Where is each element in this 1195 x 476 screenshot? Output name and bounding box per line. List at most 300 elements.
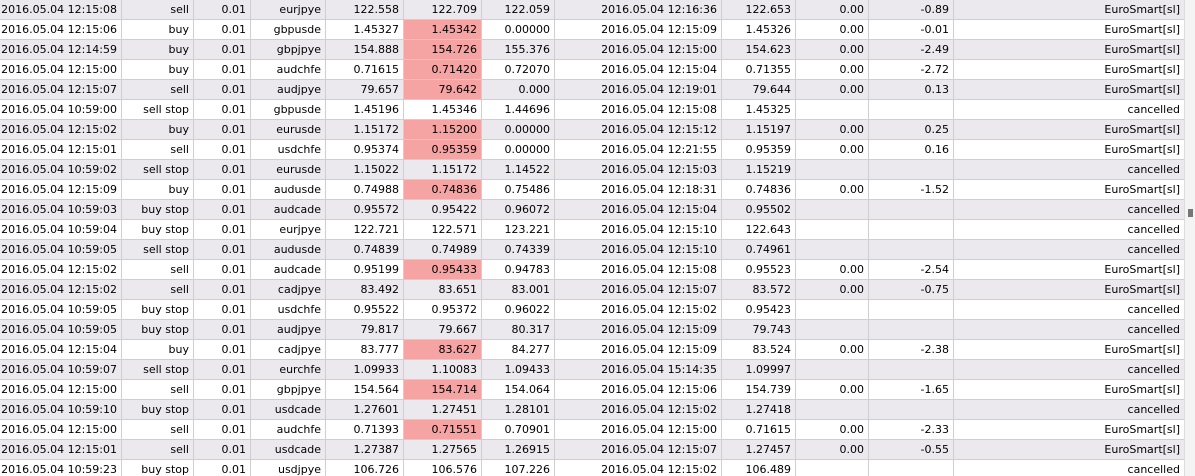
cell-close-time: 2016.05.04 12:21:55 (555, 140, 722, 160)
cell-stop-loss: 83.651 (404, 280, 482, 300)
cell-volume: 0.01 (194, 300, 251, 320)
cell-type: sell (122, 140, 194, 160)
cell-symbol: eurchfe (251, 360, 326, 380)
cell-comment: EuroSmart[sl] (954, 420, 1185, 440)
cell-open-price: 0.95374 (326, 140, 404, 160)
cell-comment: EuroSmart[sl] (954, 180, 1185, 200)
table-row[interactable] (0, 20, 1195, 40)
table-row[interactable] (0, 420, 1195, 440)
cell-profit: 0.16 (869, 140, 954, 160)
cell-open-time: 2016.05.04 10:59:23 (0, 460, 122, 476)
cell-profit (869, 240, 954, 260)
cell-open-time: 2016.05.04 10:59:03 (0, 200, 122, 220)
cell-close-price: 0.74961 (722, 240, 796, 260)
cell-symbol: usdchfe (251, 140, 326, 160)
table-row[interactable] (0, 340, 1195, 360)
cell-type: buy stop (122, 220, 194, 240)
cell-commission: 0.00 (796, 180, 869, 200)
cell-type: sell (122, 380, 194, 400)
cell-open-price: 0.74839 (326, 240, 404, 260)
table-row[interactable] (0, 300, 1195, 320)
table-row[interactable] (0, 400, 1195, 420)
cell-commission: 0.00 (796, 40, 869, 60)
cell-comment: EuroSmart[sl] (954, 340, 1185, 360)
cell-comment: cancelled (954, 300, 1185, 320)
cell-profit (869, 160, 954, 180)
cell-volume: 0.01 (194, 100, 251, 120)
cell-commission: 0.00 (796, 380, 869, 400)
cell-stop-loss: 0.71420 (404, 60, 482, 80)
cell-take-profit: 0.00000 (482, 20, 555, 40)
cell-close-time: 2016.05.04 12:15:08 (555, 100, 722, 120)
cell-volume: 0.01 (194, 400, 251, 420)
cell-close-time: 2016.05.04 12:15:02 (555, 300, 722, 320)
cell-open-time: 2016.05.04 12:15:01 (0, 440, 122, 460)
cell-comment: EuroSmart[sl] (954, 280, 1185, 300)
cell-type: buy stop (122, 400, 194, 420)
cell-type: sell (122, 80, 194, 100)
cell-volume: 0.01 (194, 140, 251, 160)
cell-profit: -0.55 (869, 440, 954, 460)
cell-volume: 0.01 (194, 80, 251, 100)
cell-stop-loss: 1.45342 (404, 20, 482, 40)
cell-open-price: 154.564 (326, 380, 404, 400)
table-row[interactable] (0, 280, 1195, 300)
cell-profit: -0.75 (869, 280, 954, 300)
cell-stop-loss: 1.27565 (404, 440, 482, 460)
cell-comment: EuroSmart[sl] (954, 0, 1185, 20)
cell-close-time: 2016.05.04 12:19:01 (555, 80, 722, 100)
cell-open-price: 1.27387 (326, 440, 404, 460)
cell-symbol: gbpusde (251, 20, 326, 40)
cell-open-price: 79.817 (326, 320, 404, 340)
cell-open-price: 83.777 (326, 340, 404, 360)
cell-symbol: usdcade (251, 400, 326, 420)
table-row[interactable] (0, 60, 1195, 80)
table-row[interactable] (0, 120, 1195, 140)
cell-profit: -1.52 (869, 180, 954, 200)
cell-close-time: 2016.05.04 12:15:10 (555, 240, 722, 260)
cell-symbol: gbpjpye (251, 40, 326, 60)
cell-close-time: 2016.05.04 12:15:09 (555, 340, 722, 360)
cell-symbol: eurusde (251, 160, 326, 180)
cell-open-price: 0.95199 (326, 260, 404, 280)
cell-volume: 0.01 (194, 360, 251, 380)
cell-stop-loss: 0.95422 (404, 200, 482, 220)
cell-close-time: 2016.05.04 12:15:03 (555, 160, 722, 180)
cell-close-time: 2016.05.04 12:15:07 (555, 440, 722, 460)
cell-open-price: 154.888 (326, 40, 404, 60)
cell-volume: 0.01 (194, 160, 251, 180)
cell-type: sell (122, 440, 194, 460)
cell-profit (869, 460, 954, 476)
cell-comment: cancelled (954, 320, 1185, 340)
cell-volume: 0.01 (194, 460, 251, 476)
cell-type: buy (122, 120, 194, 140)
cell-open-time: 2016.05.04 10:59:07 (0, 360, 122, 380)
cell-stop-loss: 122.571 (404, 220, 482, 240)
cell-commission: 0.00 (796, 60, 869, 80)
cell-close-price: 0.74836 (722, 180, 796, 200)
cell-profit (869, 220, 954, 240)
table-row[interactable] (0, 80, 1195, 100)
cell-close-price: 1.15197 (722, 120, 796, 140)
cell-stop-loss: 1.27451 (404, 400, 482, 420)
cell-comment: cancelled (954, 460, 1185, 476)
cell-open-time: 2016.05.04 10:59:05 (0, 240, 122, 260)
cell-stop-loss: 154.714 (404, 380, 482, 400)
cell-comment: EuroSmart[sl] (954, 260, 1185, 280)
cell-commission (796, 240, 869, 260)
table-row[interactable] (0, 140, 1195, 160)
cell-type: buy (122, 60, 194, 80)
cell-open-time: 2016.05.04 12:15:07 (0, 80, 122, 100)
cell-symbol: gbpusde (251, 100, 326, 120)
cell-open-time: 2016.05.04 10:59:05 (0, 320, 122, 340)
cell-symbol: usdcade (251, 440, 326, 460)
cell-symbol: usdjpye (251, 460, 326, 476)
cell-open-price: 0.95522 (326, 300, 404, 320)
cell-commission: 0.00 (796, 260, 869, 280)
cell-type: sell stop (122, 240, 194, 260)
cell-close-time: 2016.05.04 12:15:12 (555, 120, 722, 140)
cell-close-price: 0.95359 (722, 140, 796, 160)
cell-take-profit: 0.94783 (482, 260, 555, 280)
cell-profit: 0.25 (869, 120, 954, 140)
cell-open-time: 2016.05.04 12:15:06 (0, 20, 122, 40)
cell-stop-loss: 154.726 (404, 40, 482, 60)
cell-profit (869, 300, 954, 320)
cell-type: sell (122, 280, 194, 300)
cell-type: buy (122, 40, 194, 60)
cell-open-price: 0.71393 (326, 420, 404, 440)
cell-commission (796, 400, 869, 420)
cell-take-profit: 1.14522 (482, 160, 555, 180)
cell-take-profit: 0.00000 (482, 120, 555, 140)
cell-comment: EuroSmart[sl] (954, 60, 1185, 80)
cell-volume: 0.01 (194, 240, 251, 260)
cell-close-price: 83.524 (722, 340, 796, 360)
cell-comment: EuroSmart[sl] (954, 40, 1185, 60)
cell-close-price: 122.653 (722, 0, 796, 20)
cell-close-price: 1.15219 (722, 160, 796, 180)
cell-commission (796, 100, 869, 120)
cell-commission (796, 360, 869, 380)
cell-take-profit: 0.70901 (482, 420, 555, 440)
cell-open-price: 1.09933 (326, 360, 404, 380)
cell-take-profit: 155.376 (482, 40, 555, 60)
cell-take-profit: 0.00000 (482, 140, 555, 160)
cell-type: buy stop (122, 200, 194, 220)
cell-close-time: 2016.05.04 12:15:02 (555, 460, 722, 476)
cell-comment: cancelled (954, 400, 1185, 420)
cell-stop-loss: 0.95433 (404, 260, 482, 280)
cell-open-time: 2016.05.04 12:15:00 (0, 60, 122, 80)
cell-close-time: 2016.05.04 12:15:00 (555, 420, 722, 440)
cell-commission (796, 320, 869, 340)
cell-commission (796, 200, 869, 220)
cell-profit: -2.54 (869, 260, 954, 280)
cell-volume: 0.01 (194, 20, 251, 40)
cell-comment: cancelled (954, 360, 1185, 380)
table-row[interactable] (0, 180, 1195, 200)
cell-open-price: 0.74988 (326, 180, 404, 200)
cell-open-price: 1.15172 (326, 120, 404, 140)
cell-commission: 0.00 (796, 280, 869, 300)
cell-symbol: usdchfe (251, 300, 326, 320)
cell-close-time: 2016.05.04 15:14:35 (555, 360, 722, 380)
cell-volume: 0.01 (194, 440, 251, 460)
cell-open-time: 2016.05.04 12:15:08 (0, 0, 122, 20)
cell-commission (796, 160, 869, 180)
cell-stop-loss: 83.627 (404, 340, 482, 360)
cell-close-price: 1.27457 (722, 440, 796, 460)
cell-symbol: audcade (251, 200, 326, 220)
cell-close-price: 79.644 (722, 80, 796, 100)
cell-close-time: 2016.05.04 12:15:06 (555, 380, 722, 400)
cell-symbol: audusde (251, 240, 326, 260)
cell-close-time: 2016.05.04 12:15:02 (555, 400, 722, 420)
cell-open-price: 122.721 (326, 220, 404, 240)
cell-comment: cancelled (954, 200, 1185, 220)
cell-symbol: cadjpye (251, 280, 326, 300)
cell-close-time: 2016.05.04 12:15:09 (555, 320, 722, 340)
cell-volume: 0.01 (194, 260, 251, 280)
cell-commission: 0.00 (796, 20, 869, 40)
table-row[interactable] (0, 200, 1195, 220)
cell-type: buy stop (122, 300, 194, 320)
cell-open-price: 1.45196 (326, 100, 404, 120)
cell-take-profit: 80.317 (482, 320, 555, 340)
cell-commission: 0.00 (796, 420, 869, 440)
cell-type: buy (122, 340, 194, 360)
cell-close-time: 2016.05.04 12:15:00 (555, 40, 722, 60)
cell-stop-loss: 1.15200 (404, 120, 482, 140)
cell-symbol: eurjpye (251, 220, 326, 240)
cell-close-time: 2016.05.04 12:15:04 (555, 60, 722, 80)
cell-symbol: eurusde (251, 120, 326, 140)
cell-stop-loss: 0.74989 (404, 240, 482, 260)
cell-close-price: 0.71615 (722, 420, 796, 440)
cell-type: sell stop (122, 100, 194, 120)
cell-profit: 0.13 (869, 80, 954, 100)
cell-stop-loss: 79.642 (404, 80, 482, 100)
cell-take-profit: 83.001 (482, 280, 555, 300)
cell-symbol: audchfe (251, 60, 326, 80)
table-row[interactable] (0, 260, 1195, 280)
cell-take-profit: 107.226 (482, 460, 555, 476)
cell-comment: EuroSmart[sl] (954, 20, 1185, 40)
cell-type: buy stop (122, 320, 194, 340)
cell-symbol: audjpye (251, 320, 326, 340)
cell-take-profit: 0.72070 (482, 60, 555, 80)
cell-volume: 0.01 (194, 220, 251, 240)
cell-open-time: 2016.05.04 12:15:00 (0, 420, 122, 440)
cell-profit: -1.65 (869, 380, 954, 400)
cell-comment: EuroSmart[sl] (954, 440, 1185, 460)
cell-open-time: 2016.05.04 10:59:10 (0, 400, 122, 420)
cell-type: buy (122, 20, 194, 40)
cell-open-time: 2016.05.04 12:15:02 (0, 120, 122, 140)
cell-close-price: 0.95523 (722, 260, 796, 280)
cell-close-time: 2016.05.04 12:15:08 (555, 260, 722, 280)
cell-profit: -0.01 (869, 20, 954, 40)
cell-open-time: 2016.05.04 10:59:04 (0, 220, 122, 240)
cell-open-time: 2016.05.04 10:59:02 (0, 160, 122, 180)
cell-take-profit: 1.26915 (482, 440, 555, 460)
cell-symbol: eurjpye (251, 0, 326, 20)
table-row[interactable] (0, 220, 1195, 240)
cell-symbol: audusde (251, 180, 326, 200)
cell-stop-loss: 1.15172 (404, 160, 482, 180)
cell-open-price: 106.726 (326, 460, 404, 476)
cell-volume: 0.01 (194, 180, 251, 200)
cell-profit (869, 400, 954, 420)
cell-volume: 0.01 (194, 420, 251, 440)
cell-volume: 0.01 (194, 340, 251, 360)
cell-open-price: 79.657 (326, 80, 404, 100)
cell-stop-loss: 1.10083 (404, 360, 482, 380)
cell-open-price: 122.558 (326, 0, 404, 20)
cell-take-profit: 122.059 (482, 0, 555, 20)
cell-comment: cancelled (954, 100, 1185, 120)
table-row[interactable] (0, 0, 1195, 20)
cell-stop-loss: 0.95372 (404, 300, 482, 320)
cell-stop-loss: 122.709 (404, 0, 482, 20)
cell-take-profit: 1.44696 (482, 100, 555, 120)
cell-open-time: 2016.05.04 12:15:04 (0, 340, 122, 360)
cell-open-time: 2016.05.04 12:15:09 (0, 180, 122, 200)
vertical-scrollbar[interactable] (1184, 0, 1195, 476)
cell-profit (869, 360, 954, 380)
cell-commission: 0.00 (796, 80, 869, 100)
cell-close-time: 2016.05.04 12:15:07 (555, 280, 722, 300)
table-row[interactable] (0, 380, 1195, 400)
cell-volume: 0.01 (194, 60, 251, 80)
cell-type: sell stop (122, 160, 194, 180)
cell-type: sell (122, 420, 194, 440)
cell-type: sell stop (122, 360, 194, 380)
cell-type: buy stop (122, 460, 194, 476)
cell-comment: cancelled (954, 240, 1185, 260)
cell-symbol: audchfe (251, 420, 326, 440)
table-row[interactable] (0, 100, 1195, 120)
cell-comment: cancelled (954, 220, 1185, 240)
cell-comment: EuroSmart[sl] (954, 380, 1185, 400)
cell-close-price: 106.489 (722, 460, 796, 476)
cell-take-profit: 0.96022 (482, 300, 555, 320)
cell-volume: 0.01 (194, 120, 251, 140)
cell-commission: 0.00 (796, 120, 869, 140)
cell-stop-loss: 79.667 (404, 320, 482, 340)
cell-take-profit: 0.000 (482, 80, 555, 100)
cell-comment: EuroSmart[sl] (954, 140, 1185, 160)
cell-stop-loss: 106.576 (404, 460, 482, 476)
cell-take-profit: 84.277 (482, 340, 555, 360)
cell-symbol: cadjpye (251, 340, 326, 360)
table-row[interactable] (0, 360, 1195, 380)
table-row[interactable] (0, 40, 1195, 60)
cell-take-profit: 1.09433 (482, 360, 555, 380)
cell-commission: 0.00 (796, 340, 869, 360)
cell-comment: cancelled (954, 160, 1185, 180)
cell-open-price: 0.95572 (326, 200, 404, 220)
cell-type: sell (122, 0, 194, 20)
cell-profit: -2.33 (869, 420, 954, 440)
cell-take-profit: 123.221 (482, 220, 555, 240)
cell-type: sell (122, 260, 194, 280)
cell-take-profit: 0.96072 (482, 200, 555, 220)
cell-volume: 0.01 (194, 200, 251, 220)
cell-close-price: 154.739 (722, 380, 796, 400)
cell-take-profit: 0.74339 (482, 240, 555, 260)
cell-stop-loss: 0.71551 (404, 420, 482, 440)
cell-commission (796, 300, 869, 320)
table-row[interactable] (0, 160, 1195, 180)
cell-symbol: audjpye (251, 80, 326, 100)
cell-stop-loss: 0.74836 (404, 180, 482, 200)
cell-close-price: 0.95502 (722, 200, 796, 220)
cell-open-time: 2016.05.04 12:15:01 (0, 140, 122, 160)
cell-profit (869, 320, 954, 340)
cell-open-price: 1.27601 (326, 400, 404, 420)
cell-stop-loss: 0.95359 (404, 140, 482, 160)
cell-open-time: 2016.05.04 12:15:02 (0, 280, 122, 300)
cell-close-price: 1.45326 (722, 20, 796, 40)
cell-symbol: audcade (251, 260, 326, 280)
scrollbar-thumb[interactable] (1188, 209, 1193, 217)
cell-volume: 0.01 (194, 280, 251, 300)
cell-close-price: 1.09997 (722, 360, 796, 380)
cell-profit: -0.89 (869, 0, 954, 20)
cell-commission (796, 220, 869, 240)
cell-comment: EuroSmart[sl] (954, 120, 1185, 140)
table-row[interactable] (0, 320, 1195, 340)
cell-open-time: 2016.05.04 12:15:00 (0, 380, 122, 400)
cell-open-time: 2016.05.04 12:14:59 (0, 40, 122, 60)
cell-commission: 0.00 (796, 0, 869, 20)
cell-open-price: 0.71615 (326, 60, 404, 80)
cell-open-time: 2016.05.04 12:15:02 (0, 260, 122, 280)
cell-volume: 0.01 (194, 40, 251, 60)
cell-close-time: 2016.05.04 12:16:36 (555, 0, 722, 20)
cell-commission: 0.00 (796, 140, 869, 160)
table-row[interactable] (0, 440, 1195, 460)
cell-profit: -2.72 (869, 60, 954, 80)
cell-profit: -2.49 (869, 40, 954, 60)
cell-stop-loss: 1.45346 (404, 100, 482, 120)
cell-close-price: 79.743 (722, 320, 796, 340)
cell-open-time: 2016.05.04 10:59:05 (0, 300, 122, 320)
cell-close-price: 154.623 (722, 40, 796, 60)
cell-volume: 0.01 (194, 380, 251, 400)
cell-close-time: 2016.05.04 12:15:10 (555, 220, 722, 240)
cell-commission: 0.00 (796, 440, 869, 460)
cell-close-time: 2016.05.04 12:18:31 (555, 180, 722, 200)
cell-profit (869, 100, 954, 120)
table-row[interactable] (0, 460, 1195, 476)
cell-open-time: 2016.05.04 10:59:00 (0, 100, 122, 120)
cell-profit (869, 200, 954, 220)
cell-open-price: 83.492 (326, 280, 404, 300)
cell-close-price: 122.643 (722, 220, 796, 240)
table-row[interactable] (0, 240, 1195, 260)
cell-close-price: 0.71355 (722, 60, 796, 80)
cell-open-price: 1.45327 (326, 20, 404, 40)
cell-close-price: 1.45325 (722, 100, 796, 120)
cell-symbol: gbpjpye (251, 380, 326, 400)
cell-volume: 0.01 (194, 320, 251, 340)
